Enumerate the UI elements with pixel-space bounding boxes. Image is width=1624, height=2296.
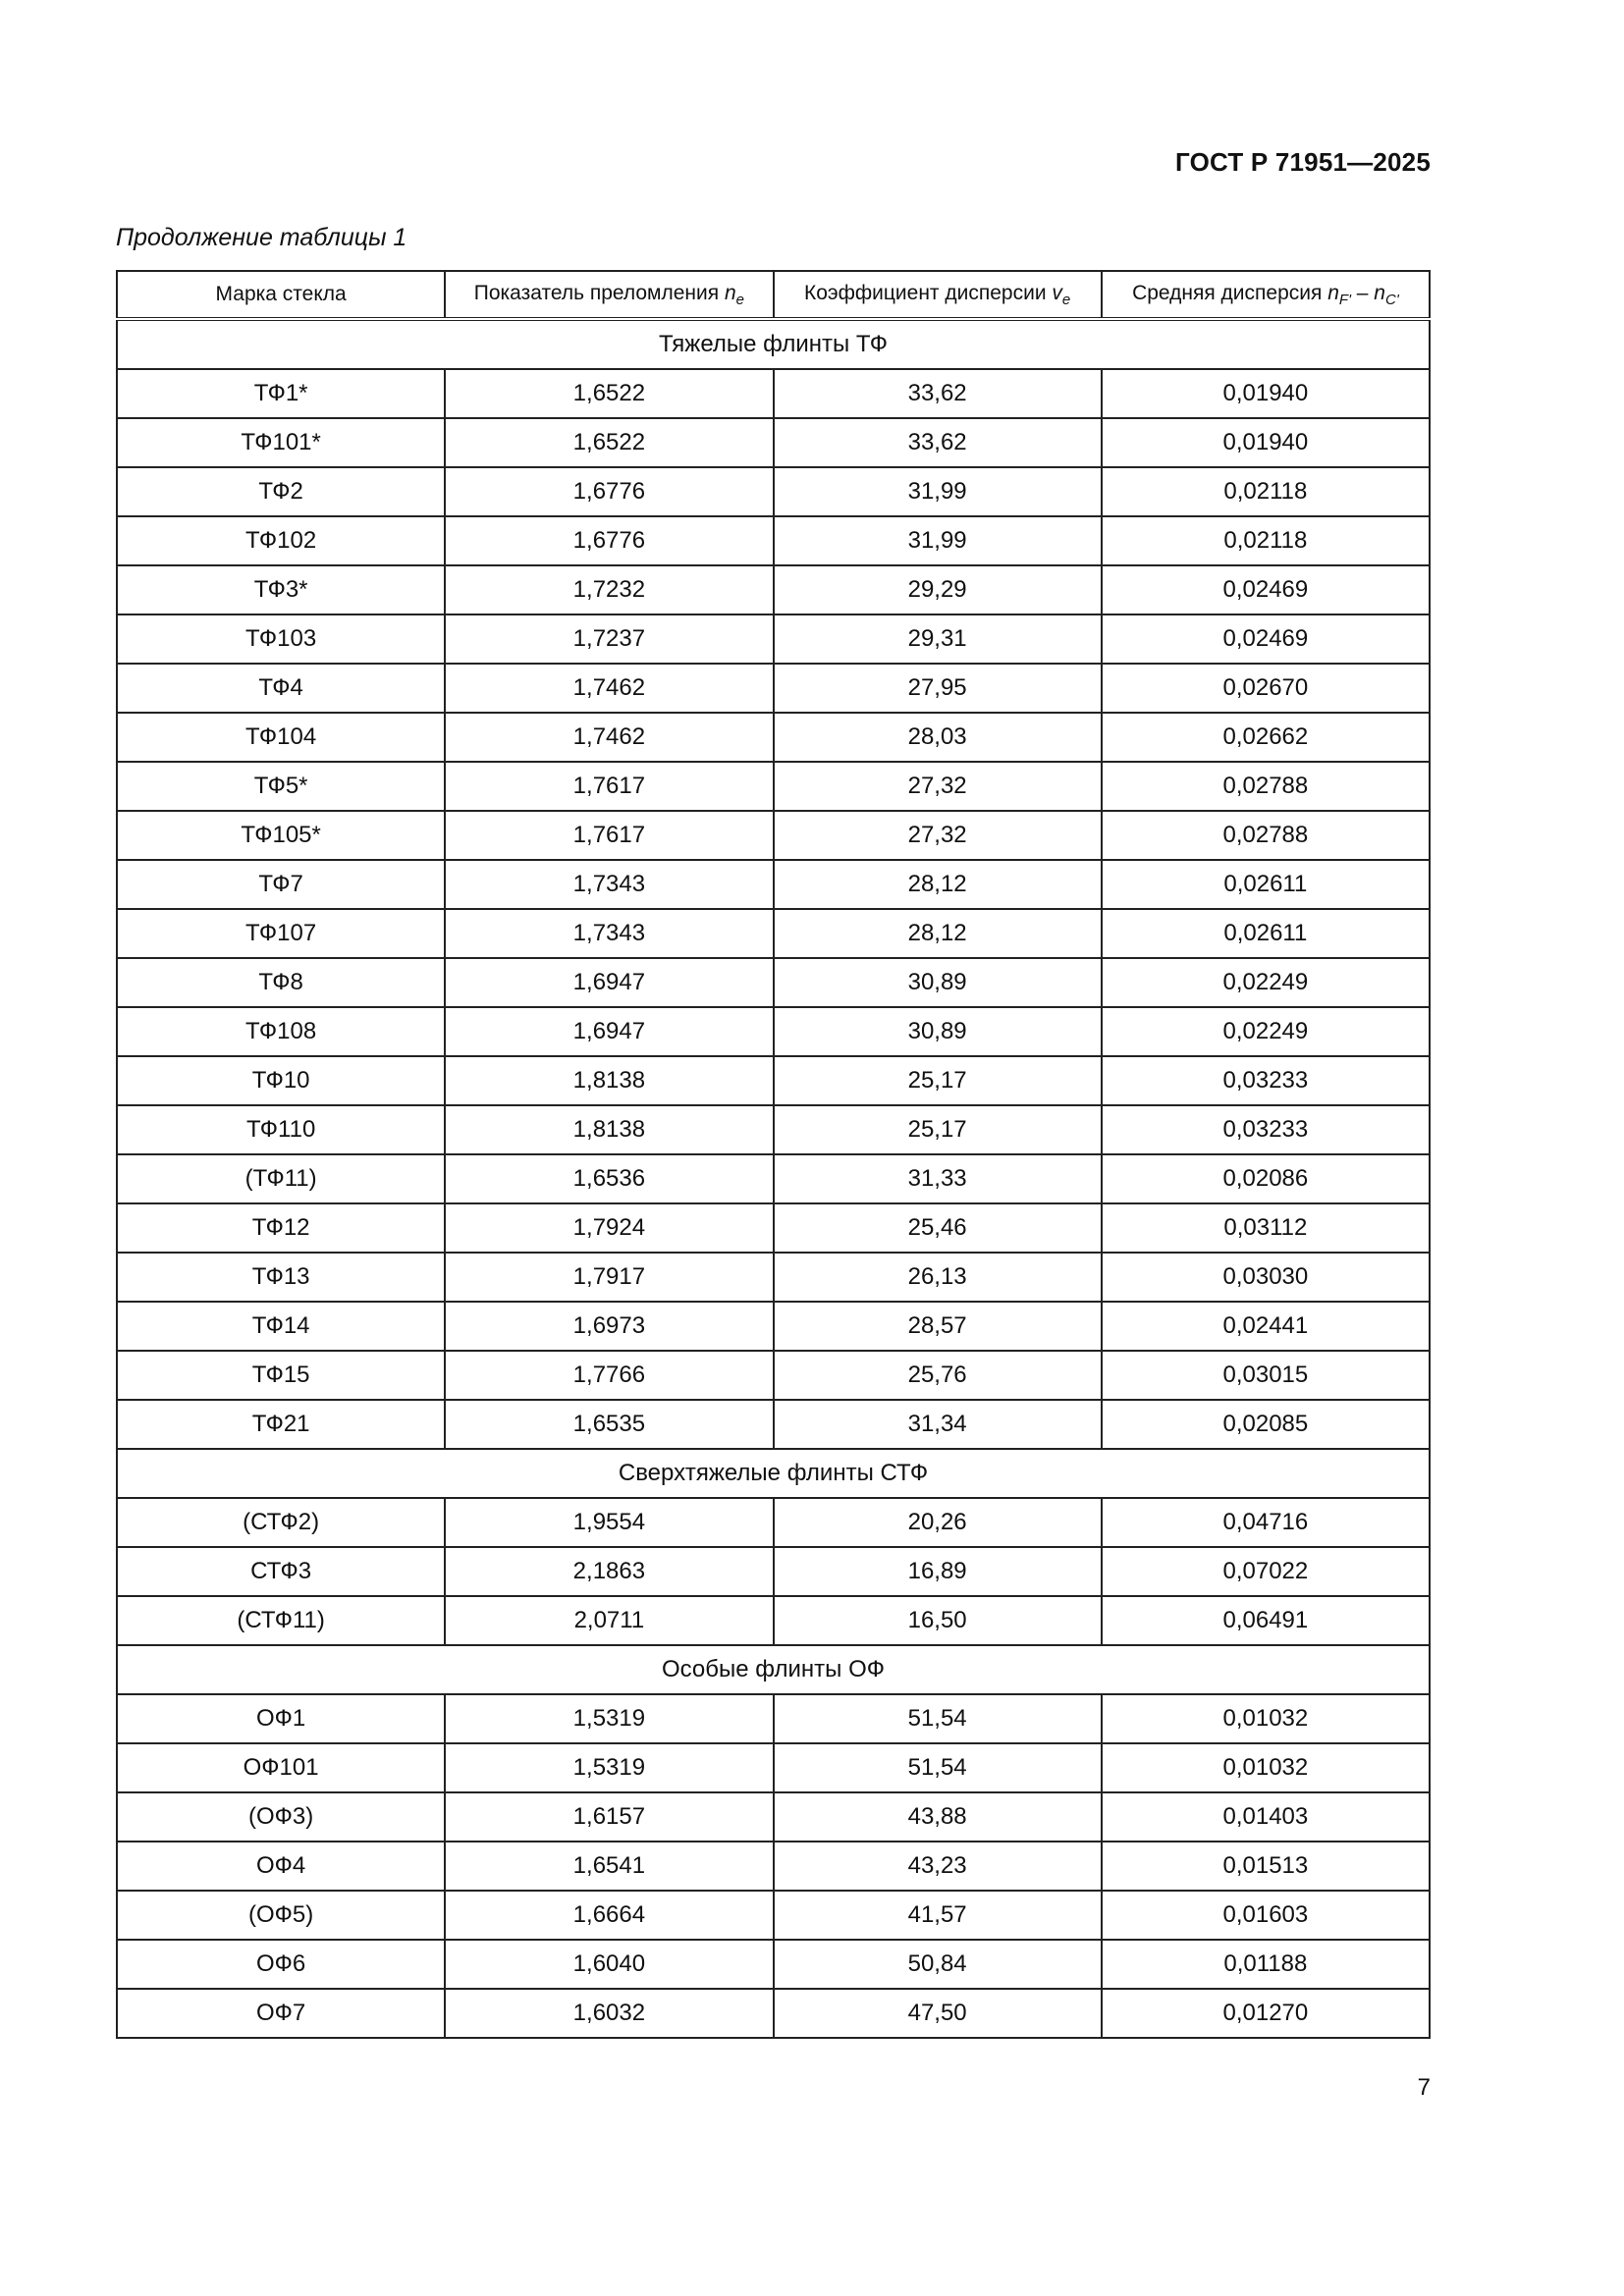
mean-dispersion-cell: 0,02788 [1102, 762, 1430, 811]
table-row [117, 811, 1430, 860]
header-dispersion-coefficient-subscript: e [1061, 291, 1071, 308]
mean-dispersion-cell: 0,02249 [1102, 958, 1430, 1007]
header-dispersion-coefficient [774, 271, 1102, 319]
mean-dispersion-cell: 0,06491 [1102, 1596, 1430, 1645]
glass-mark-cell: (ОФ5) [117, 1891, 445, 1940]
header-dispersion-coefficient-label: Коэффициент дисперсии [803, 281, 1053, 304]
dispersion-coefficient-cell: 25,17 [774, 1056, 1102, 1105]
table-row [117, 713, 1430, 762]
dispersion-coefficient-cell: 27,95 [774, 664, 1102, 713]
refractive-index-cell: 1,6947 [445, 958, 773, 1007]
glass-mark-cell: ТФ2 [117, 467, 445, 516]
mean-dispersion-cell: 0,01032 [1102, 1743, 1430, 1792]
glass-mark-cell: ОФ6 [117, 1940, 445, 1989]
glass-mark-cell: ТФ1* [117, 369, 445, 418]
refractive-index-cell: 1,7766 [445, 1351, 773, 1400]
header-glass-mark-label: Марка стекла [215, 283, 347, 305]
table-row [117, 1302, 1430, 1351]
header-refractive-index-subscript: e [735, 291, 744, 308]
glass-mark-cell: ТФ15 [117, 1351, 445, 1400]
refractive-index-cell: 1,7232 [445, 565, 773, 614]
refractive-index-cell: 1,6536 [445, 1154, 773, 1203]
table-row [117, 614, 1430, 664]
dispersion-coefficient-cell: 33,62 [774, 369, 1102, 418]
refractive-index-cell: 1,6522 [445, 418, 773, 467]
dispersion-coefficient-cell: 30,89 [774, 958, 1102, 1007]
glass-mark-cell: ТФ13 [117, 1253, 445, 1302]
glass-mark-cell: ТФ14 [117, 1302, 445, 1351]
dispersion-coefficient-cell: 27,32 [774, 811, 1102, 860]
header-refractive-index [445, 271, 773, 319]
refractive-index-cell: 2,1863 [445, 1547, 773, 1596]
section-title: Особые флинты ОФ [117, 1645, 1430, 1694]
refractive-index-cell: 1,7462 [445, 713, 773, 762]
glass-mark-cell: ОФ4 [117, 1842, 445, 1891]
dispersion-coefficient-cell: 43,23 [774, 1842, 1102, 1891]
glass-mark-cell: ТФ101* [117, 418, 445, 467]
glass-mark-cell: ТФ103 [117, 614, 445, 664]
glass-mark-cell: ТФ104 [117, 713, 445, 762]
table-row [117, 1940, 1430, 1989]
refractive-index-cell: 1,8138 [445, 1105, 773, 1154]
dispersion-coefficient-cell: 29,31 [774, 614, 1102, 664]
mean-dispersion-cell: 0,07022 [1102, 1547, 1430, 1596]
section-title: Тяжелые флинты ТФ [117, 319, 1430, 369]
refractive-index-cell: 1,8138 [445, 1056, 773, 1105]
dispersion-coefficient-cell: 25,17 [774, 1105, 1102, 1154]
dispersion-coefficient-cell: 31,33 [774, 1154, 1102, 1203]
mean-dispersion-cell: 0,02441 [1102, 1302, 1430, 1351]
glass-mark-cell: (СТФ2) [117, 1498, 445, 1547]
refractive-index-cell: 1,7343 [445, 909, 773, 958]
table-row [117, 1547, 1430, 1596]
table-row [117, 664, 1430, 713]
mean-dispersion-cell: 0,03233 [1102, 1056, 1430, 1105]
table-row [117, 1105, 1430, 1154]
document-standard-number: ГОСТ Р 71951—2025 [1175, 147, 1431, 177]
glass-properties-table [116, 270, 1431, 2039]
refractive-index-cell: 1,7462 [445, 664, 773, 713]
dispersion-coefficient-cell: 29,29 [774, 565, 1102, 614]
table-row [117, 762, 1430, 811]
mean-dispersion-cell: 0,02085 [1102, 1400, 1430, 1449]
refractive-index-cell: 1,6522 [445, 369, 773, 418]
refractive-index-cell: 1,7924 [445, 1203, 773, 1253]
mean-dispersion-cell: 0,01403 [1102, 1792, 1430, 1842]
glass-mark-cell: ОФ101 [117, 1743, 445, 1792]
table-row [117, 516, 1430, 565]
refractive-index-cell: 1,6776 [445, 467, 773, 516]
table-row [117, 1056, 1430, 1105]
glass-mark-cell: ОФ1 [117, 1694, 445, 1743]
header-mean-dispersion-minus: – [1350, 281, 1375, 304]
refractive-index-cell: 1,7617 [445, 762, 773, 811]
mean-dispersion-cell: 0,01940 [1102, 418, 1430, 467]
mean-dispersion-cell: 0,02118 [1102, 467, 1430, 516]
table-row [117, 1842, 1430, 1891]
header-mean-dispersion [1102, 271, 1430, 319]
refractive-index-cell: 1,6664 [445, 1891, 773, 1940]
refractive-index-cell: 1,6541 [445, 1842, 773, 1891]
dispersion-coefficient-cell: 26,13 [774, 1253, 1102, 1302]
mean-dispersion-cell: 0,03015 [1102, 1351, 1430, 1400]
refractive-index-cell: 1,6040 [445, 1940, 773, 1989]
table-row [117, 1498, 1430, 1547]
table-row [117, 467, 1430, 516]
glass-mark-cell: ТФ5* [117, 762, 445, 811]
table-row [117, 1154, 1430, 1203]
refractive-index-cell: 1,7237 [445, 614, 773, 664]
glass-mark-cell: ТФ102 [117, 516, 445, 565]
refractive-index-cell: 1,9554 [445, 1498, 773, 1547]
refractive-index-cell: 1,5319 [445, 1694, 773, 1743]
table-row [117, 860, 1430, 909]
table-body [117, 319, 1430, 2038]
refractive-index-cell: 1,6032 [445, 1989, 773, 2038]
header-mean-dispersion-subscript-c: C' [1384, 291, 1399, 308]
dispersion-coefficient-cell: 47,50 [774, 1989, 1102, 2038]
glass-mark-cell: ТФ10 [117, 1056, 445, 1105]
dispersion-coefficient-cell: 16,89 [774, 1547, 1102, 1596]
table-row [117, 909, 1430, 958]
refractive-index-cell: 1,6157 [445, 1792, 773, 1842]
mean-dispersion-cell: 0,03233 [1102, 1105, 1430, 1154]
mean-dispersion-cell: 0,04716 [1102, 1498, 1430, 1547]
header-mean-dispersion-subscript-f: F' [1338, 291, 1351, 308]
dispersion-coefficient-cell: 16,50 [774, 1596, 1102, 1645]
table-row [117, 1743, 1430, 1792]
mean-dispersion-cell: 0,01188 [1102, 1940, 1430, 1989]
mean-dispersion-cell: 0,02611 [1102, 860, 1430, 909]
dispersion-coefficient-cell: 41,57 [774, 1891, 1102, 1940]
glass-mark-cell: (СТФ11) [117, 1596, 445, 1645]
header-refractive-index-symbol: n [724, 281, 736, 304]
dispersion-coefficient-cell: 28,57 [774, 1302, 1102, 1351]
refractive-index-cell: 1,5319 [445, 1743, 773, 1792]
dispersion-coefficient-cell: 28,03 [774, 713, 1102, 762]
table-row [117, 1596, 1430, 1645]
mean-dispersion-cell: 0,02662 [1102, 713, 1430, 762]
dispersion-coefficient-cell: 31,34 [774, 1400, 1102, 1449]
glass-mark-cell: ТФ105* [117, 811, 445, 860]
header-row [117, 271, 1430, 319]
dispersion-coefficient-cell: 33,62 [774, 418, 1102, 467]
mean-dispersion-cell: 0,02118 [1102, 516, 1430, 565]
table-row [117, 1989, 1430, 2038]
table-row [117, 958, 1430, 1007]
header-glass-mark [117, 271, 445, 319]
dispersion-coefficient-cell: 28,12 [774, 860, 1102, 909]
mean-dispersion-cell: 0,02788 [1102, 811, 1430, 860]
glass-mark-cell: ТФ21 [117, 1400, 445, 1449]
header-refractive-index-label: Показатель преломления [473, 281, 725, 304]
dispersion-coefficient-cell: 30,89 [774, 1007, 1102, 1056]
table-row [117, 1400, 1430, 1449]
glass-mark-cell: ТФ4 [117, 664, 445, 713]
glass-mark-cell: ОФ7 [117, 1989, 445, 2038]
mean-dispersion-cell: 0,02469 [1102, 614, 1430, 664]
mean-dispersion-cell: 0,02611 [1102, 909, 1430, 958]
dispersion-coefficient-cell: 51,54 [774, 1694, 1102, 1743]
glass-mark-cell: ТФ3* [117, 565, 445, 614]
refractive-index-cell: 1,6947 [445, 1007, 773, 1056]
table-row [117, 1694, 1430, 1743]
mean-dispersion-cell: 0,01032 [1102, 1694, 1430, 1743]
mean-dispersion-cell: 0,02670 [1102, 664, 1430, 713]
refractive-index-cell: 1,7917 [445, 1253, 773, 1302]
dispersion-coefficient-cell: 50,84 [774, 1940, 1102, 1989]
glass-mark-cell: ТФ7 [117, 860, 445, 909]
dispersion-coefficient-cell: 20,26 [774, 1498, 1102, 1547]
glass-mark-cell: ТФ108 [117, 1007, 445, 1056]
mean-dispersion-cell: 0,03112 [1102, 1203, 1430, 1253]
mean-dispersion-cell: 0,02249 [1102, 1007, 1430, 1056]
mean-dispersion-cell: 0,03030 [1102, 1253, 1430, 1302]
mean-dispersion-cell: 0,01513 [1102, 1842, 1430, 1891]
dispersion-coefficient-cell: 31,99 [774, 516, 1102, 565]
refractive-index-cell: 1,6776 [445, 516, 773, 565]
dispersion-coefficient-cell: 25,46 [774, 1203, 1102, 1253]
dispersion-coefficient-cell: 25,76 [774, 1351, 1102, 1400]
table-row [117, 1891, 1430, 1940]
dispersion-coefficient-cell: 51,54 [774, 1743, 1102, 1792]
dispersion-coefficient-cell: 31,99 [774, 467, 1102, 516]
glass-mark-cell: СТФ3 [117, 1547, 445, 1596]
glass-mark-cell: ТФ107 [117, 909, 445, 958]
table-row [117, 1203, 1430, 1253]
refractive-index-cell: 1,6973 [445, 1302, 773, 1351]
mean-dispersion-cell: 0,02086 [1102, 1154, 1430, 1203]
dispersion-coefficient-cell: 28,12 [774, 909, 1102, 958]
refractive-index-cell: 1,7343 [445, 860, 773, 909]
glass-mark-cell: (ТФ11) [117, 1154, 445, 1203]
table-row [117, 1351, 1430, 1400]
dispersion-coefficient-cell: 27,32 [774, 762, 1102, 811]
refractive-index-cell: 1,7617 [445, 811, 773, 860]
refractive-index-cell: 2,0711 [445, 1596, 773, 1645]
table-row [117, 1792, 1430, 1842]
section-header-row [117, 1449, 1430, 1498]
mean-dispersion-cell: 0,01603 [1102, 1891, 1430, 1940]
section-header-row [117, 1645, 1430, 1694]
mean-dispersion-cell: 0,01270 [1102, 1989, 1430, 2038]
table-row [117, 565, 1430, 614]
header-dispersion-coefficient-symbol: v [1052, 281, 1062, 304]
section-header-row [117, 319, 1430, 369]
refractive-index-cell: 1,6535 [445, 1400, 773, 1449]
page-number: 7 [1417, 2074, 1431, 2101]
table-row [117, 418, 1430, 467]
header-mean-dispersion-symbol-f: n [1327, 281, 1339, 304]
glass-mark-cell: ТФ110 [117, 1105, 445, 1154]
mean-dispersion-cell: 0,02469 [1102, 565, 1430, 614]
header-mean-dispersion-label: Средняя дисперсия [1132, 281, 1328, 304]
table-caption: Продолжение таблицы 1 [116, 224, 407, 251]
table-row [117, 1007, 1430, 1056]
dispersion-coefficient-cell: 43,88 [774, 1792, 1102, 1842]
mean-dispersion-cell: 0,01940 [1102, 369, 1430, 418]
glass-mark-cell: ТФ8 [117, 958, 445, 1007]
section-title: Сверхтяжелые флинты СТФ [117, 1449, 1430, 1498]
glass-mark-cell: (ОФ3) [117, 1792, 445, 1842]
header-mean-dispersion-symbol-c: n [1374, 281, 1385, 304]
table-row [117, 1253, 1430, 1302]
table-row [117, 369, 1430, 418]
table-header [117, 271, 1430, 319]
glass-mark-cell: ТФ12 [117, 1203, 445, 1253]
